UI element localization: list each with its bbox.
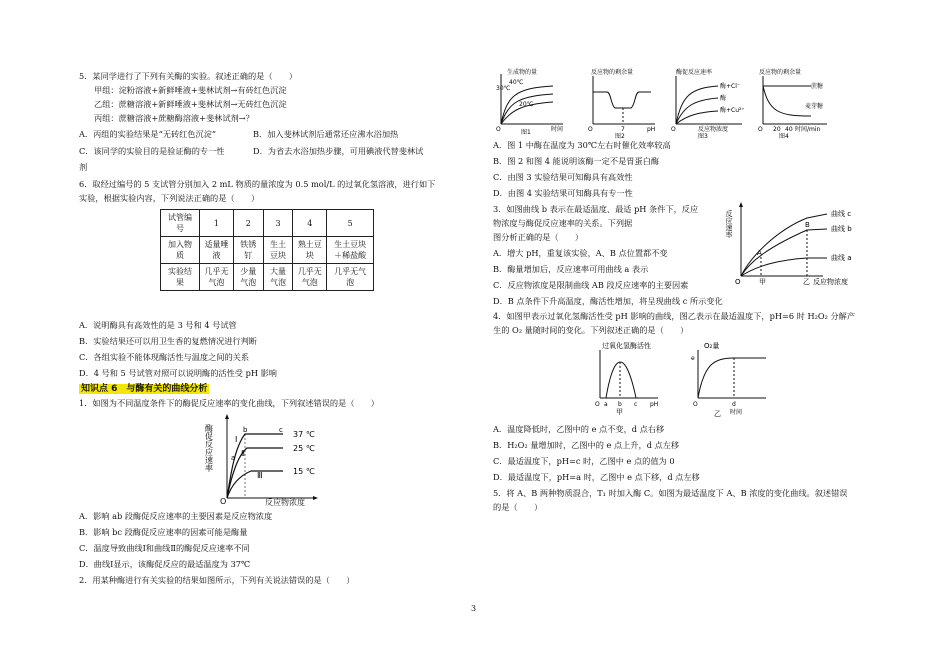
svg-text:b: b bbox=[618, 401, 622, 408]
q6-option-a: A．说明酶具有高效性的是 3 号和 4 号试管 bbox=[79, 320, 237, 330]
svg-text:a: a bbox=[231, 454, 236, 462]
figure-1 bbox=[493, 66, 573, 134]
svg-text:O: O bbox=[671, 126, 676, 133]
q3-option-b: B．酶量增加后，反应速率可用曲线 a 表示 bbox=[493, 264, 649, 274]
q5-option-d: D．为省去水浴加热步骤，可用碘液代替斐林试 bbox=[253, 146, 424, 156]
q2-option-d: D．由图 4 实验结果可知酶具有专一性 bbox=[493, 188, 633, 198]
svg-text:乙: 乙 bbox=[803, 278, 810, 286]
svg-text:B: B bbox=[805, 221, 810, 229]
q1-label-37: 37 ℃ bbox=[293, 430, 315, 439]
q3-option-a: A．增大 pH，重复该实验，A、B 点位置都不变 bbox=[493, 248, 668, 258]
q6-stem: 6．取经过编号的 5 支试管分别加入 2 mL 物质的量浓度为 0.5 mol/L 的过氧化氢溶液，进行如下 bbox=[79, 179, 436, 189]
svg-text:b: b bbox=[243, 426, 248, 434]
svg-text:反应速率: 反应速率 bbox=[725, 210, 733, 238]
q1-option-d: D．曲线Ⅰ显示，该酶促反应的最适温度为 37℃ bbox=[79, 559, 251, 569]
q2-option-c: C．由图 3 实验结果可知酶具有高效性 bbox=[493, 172, 633, 182]
figure-2 bbox=[585, 66, 665, 140]
svg-text:c: c bbox=[634, 401, 638, 408]
svg-text:蔗糖: 蔗糖 bbox=[811, 83, 824, 90]
svg-text:20℃: 20℃ bbox=[519, 101, 534, 108]
svg-text:麦芽糖: 麦芽糖 bbox=[805, 103, 824, 110]
table-cell: 实验结果 bbox=[161, 264, 200, 291]
svg-text:酶: 酶 bbox=[720, 95, 727, 102]
table-cell: 5 bbox=[327, 210, 374, 237]
q4-stem-2: 生的 O₂ 量随时间的变化。下列叙述正确的是（ ） bbox=[493, 325, 689, 335]
svg-text:图3: 图3 bbox=[698, 133, 708, 140]
q5-group-jia: 甲组：淀粉溶液+新鲜唾液+斐林试剂→有砖红色沉淀 bbox=[94, 85, 287, 95]
svg-text:40: 40 bbox=[785, 126, 793, 133]
figure-4 bbox=[755, 66, 839, 140]
svg-text:曲线 c: 曲线 c bbox=[831, 210, 852, 218]
svg-text:O: O bbox=[588, 126, 593, 133]
table-cell: 生土豆块＋稀盐酸 bbox=[327, 237, 374, 264]
svg-text:生成物的量: 生成物的量 bbox=[507, 69, 538, 76]
svg-text:乙: 乙 bbox=[714, 410, 721, 418]
table-cell: 试管编号 bbox=[161, 210, 200, 237]
q2-stem: 2．用某种酶进行有关实验的结果如图所示，下列有关说法错误的是（ ） bbox=[79, 575, 355, 585]
table-cell: 少量气泡 bbox=[233, 264, 263, 291]
q1-ylabel: 酶促反应速率 bbox=[204, 424, 214, 472]
svg-text:甲: 甲 bbox=[759, 278, 766, 286]
svg-text:30℃: 30℃ bbox=[496, 85, 511, 92]
q5-option-a: A．丙组的实验结果是“无砖红色沉淀” bbox=[79, 129, 217, 139]
table-cell: 几乎无气泡 bbox=[327, 264, 374, 291]
table-cell: 加入物质 bbox=[161, 237, 200, 264]
svg-text:7: 7 bbox=[621, 126, 625, 133]
q4-option-a: A．温度降低时，乙图中的 e 点不变，d 点右移 bbox=[493, 424, 665, 434]
svg-text:反应物的剩余量: 反应物的剩余量 bbox=[759, 69, 802, 76]
experiment-table bbox=[160, 209, 374, 291]
svg-text:pH: pH bbox=[647, 126, 656, 133]
table-cell: 几乎无气泡 bbox=[293, 264, 327, 291]
q4-figure-yi bbox=[690, 340, 780, 416]
table-cell: 1 bbox=[200, 210, 234, 237]
table-cell: 铁锈钉 bbox=[233, 237, 263, 264]
svg-text:曲线 b: 曲线 b bbox=[831, 225, 852, 233]
svg-text:甲: 甲 bbox=[616, 408, 623, 416]
svg-text:曲线 a: 曲线 a bbox=[831, 254, 852, 262]
svg-text:时间: 时间 bbox=[551, 126, 564, 133]
q4-option-d: D．最适温度下，pH=a 时，乙图中 e 点下移，d 点左移 bbox=[493, 472, 700, 482]
svg-text:反应物浓度: 反应物浓度 bbox=[813, 278, 848, 286]
section-title: 知识点 6 与酶有关的曲线分析 bbox=[81, 384, 208, 394]
q4-option-c: C．最适温度下，pH=c 时，乙图中 e 点的值为 0 bbox=[493, 456, 675, 466]
table-cell: 熟土豆块 bbox=[293, 237, 327, 264]
svg-text:e: e bbox=[691, 355, 695, 362]
q5-group-bing: 丙组：蔗糖溶液+蔗糖酶溶液+斐林试剂→？ bbox=[94, 113, 254, 123]
table-cell: 4 bbox=[293, 210, 327, 237]
table-cell: 几乎无气泡 bbox=[200, 264, 234, 291]
svg-text:O: O bbox=[496, 126, 501, 133]
svg-text:O: O bbox=[220, 497, 227, 506]
svg-text:Ⅲ: Ⅲ bbox=[257, 471, 263, 480]
q4-stem: 4．如图甲表示过氧化氢酶活性受 pH 影响的曲线，图乙表示在最适温度下，pH=6 时 H₂O₂ 分解产 bbox=[493, 311, 856, 321]
table-row bbox=[161, 210, 374, 237]
q1-option-a: A．影响 ab 段酶促反应速率的主要因素是反应物浓度 bbox=[79, 511, 273, 521]
q1-xlabel: 反应物浓度 bbox=[265, 498, 305, 507]
table-row bbox=[161, 237, 374, 264]
svg-text:图2: 图2 bbox=[615, 133, 625, 140]
q4-option-b: B．H₂O₂ 量增加时，乙图中的 e 点上升，d 点左移 bbox=[493, 440, 680, 450]
svg-text:时间: 时间 bbox=[730, 409, 743, 416]
figure-3 bbox=[668, 66, 752, 140]
table-cell: 2 bbox=[233, 210, 263, 237]
svg-text:O₂量: O₂量 bbox=[704, 342, 720, 350]
svg-text:图4: 图4 bbox=[779, 133, 789, 140]
svg-text:O: O bbox=[735, 278, 741, 286]
svg-text:20: 20 bbox=[773, 126, 781, 133]
q1-rate-chart bbox=[205, 412, 335, 504]
q6-option-c: C．各组实验不能体现酶活性与温度之间的关系 bbox=[79, 352, 250, 362]
q3-stem-2: 物浓度与酶促反应速率的关系。下列据 bbox=[493, 218, 633, 228]
q5-group-yi: 乙组：蔗糖溶液+新鲜唾液+斐林试剂→无砖红色沉淀 bbox=[94, 99, 287, 109]
q3-option-c: C．反应物浓度是限制曲线 AB 段反应速率的主要因素 bbox=[493, 280, 689, 290]
q5-option-d-cont: 剂 bbox=[79, 162, 88, 172]
svg-text:酶促反应速率: 酶促反应速率 bbox=[676, 69, 713, 76]
q3-stem: 3．如图曲线 b 表示在最适温度、最适 pH 条件下，反应 bbox=[493, 204, 699, 214]
svg-text:O: O bbox=[595, 401, 600, 408]
q5r-stem-2: 的是（ ） bbox=[493, 502, 543, 512]
svg-text:pH: pH bbox=[650, 401, 659, 408]
svg-text:酶+Cu²⁺: 酶+Cu²⁺ bbox=[720, 107, 745, 114]
svg-text:O: O bbox=[693, 401, 698, 408]
svg-text:反应物浓度: 反应物浓度 bbox=[698, 126, 729, 133]
svg-text:酶+Cl⁻: 酶+Cl⁻ bbox=[720, 83, 741, 90]
q2-option-b: B．图 2 和图 4 能说明该酶一定不是胃蛋白酶 bbox=[493, 156, 660, 166]
table-cell: 适量唾液 bbox=[200, 237, 234, 264]
q6-option-b: B．实验结果还可以用卫生香的复燃情况进行判断 bbox=[79, 336, 257, 346]
q4-figure-jia bbox=[592, 340, 672, 416]
svg-text:c: c bbox=[279, 426, 283, 434]
svg-text:图1: 图1 bbox=[521, 129, 531, 136]
q5-option-c: C．该同学的实验目的是验证酶的专一性 bbox=[79, 146, 225, 156]
svg-text:过氧化氢酶活性: 过氧化氢酶活性 bbox=[602, 342, 651, 350]
page-number: 3 bbox=[471, 604, 477, 613]
q5-option-b: B．加入斐林试剂后通常还应沸水浴加热 bbox=[253, 129, 399, 139]
svg-text:d: d bbox=[732, 401, 736, 408]
q1-label-15: 15 ℃ bbox=[293, 467, 315, 476]
q5r-stem: 5．将 A、B 两种物质混合，T₁ 时加入酶 C。如图为最适温度下 A、B 浓度的变化曲线。叙述错误 bbox=[493, 488, 848, 498]
svg-text:时间/min: 时间/min bbox=[795, 126, 821, 133]
q1-option-c: C．温度导致曲线Ⅰ和曲线Ⅱ的酶促反应速率不同 bbox=[79, 543, 250, 553]
q5-stem: 5．某同学进行了下列有关酶的实验。叙述正确的是（ ） bbox=[79, 71, 298, 81]
q1-stem: 1．如图为不同温度条件下的酶促反应速率的变化曲线，下列叙述错误的是（ ） bbox=[79, 398, 379, 408]
q3-option-d: D．B 点条件下升高温度，酶活性增加，将呈现曲线 c 所示变化 bbox=[493, 296, 723, 306]
svg-text:a: a bbox=[604, 401, 608, 408]
svg-text:40℃: 40℃ bbox=[509, 79, 524, 86]
q6-option-d: D．4 号和 5 号试管对照可以说明酶的活性受 pH 影响 bbox=[79, 368, 277, 378]
q6-stem-cont: 实验，根据实验内容，下列说法正确的是（ ） bbox=[79, 193, 260, 203]
table-cell: 生土豆块 bbox=[263, 237, 293, 264]
table-row bbox=[161, 264, 374, 291]
q1-option-b: B．影响 bc 段酶促反应速率的因素可能是酶量 bbox=[79, 527, 248, 537]
q2-option-a: A．图 1 中酶在温度为 30℃左右时催化效率较高 bbox=[493, 140, 671, 150]
q3-stem-3: 图分析正确的是（ ） bbox=[493, 232, 584, 242]
table-cell: 3 bbox=[263, 210, 293, 237]
svg-text:A: A bbox=[757, 249, 762, 257]
svg-text:反应物的剩余量: 反应物的剩余量 bbox=[591, 69, 634, 76]
table-cell: 大量气泡 bbox=[263, 264, 293, 291]
svg-text:Ⅱ: Ⅱ bbox=[241, 449, 245, 458]
q1-label-25: 25 ℃ bbox=[293, 444, 315, 453]
svg-text:O: O bbox=[758, 126, 763, 133]
svg-text:Ⅰ: Ⅰ bbox=[235, 435, 238, 444]
q3-curve-chart bbox=[727, 200, 867, 292]
